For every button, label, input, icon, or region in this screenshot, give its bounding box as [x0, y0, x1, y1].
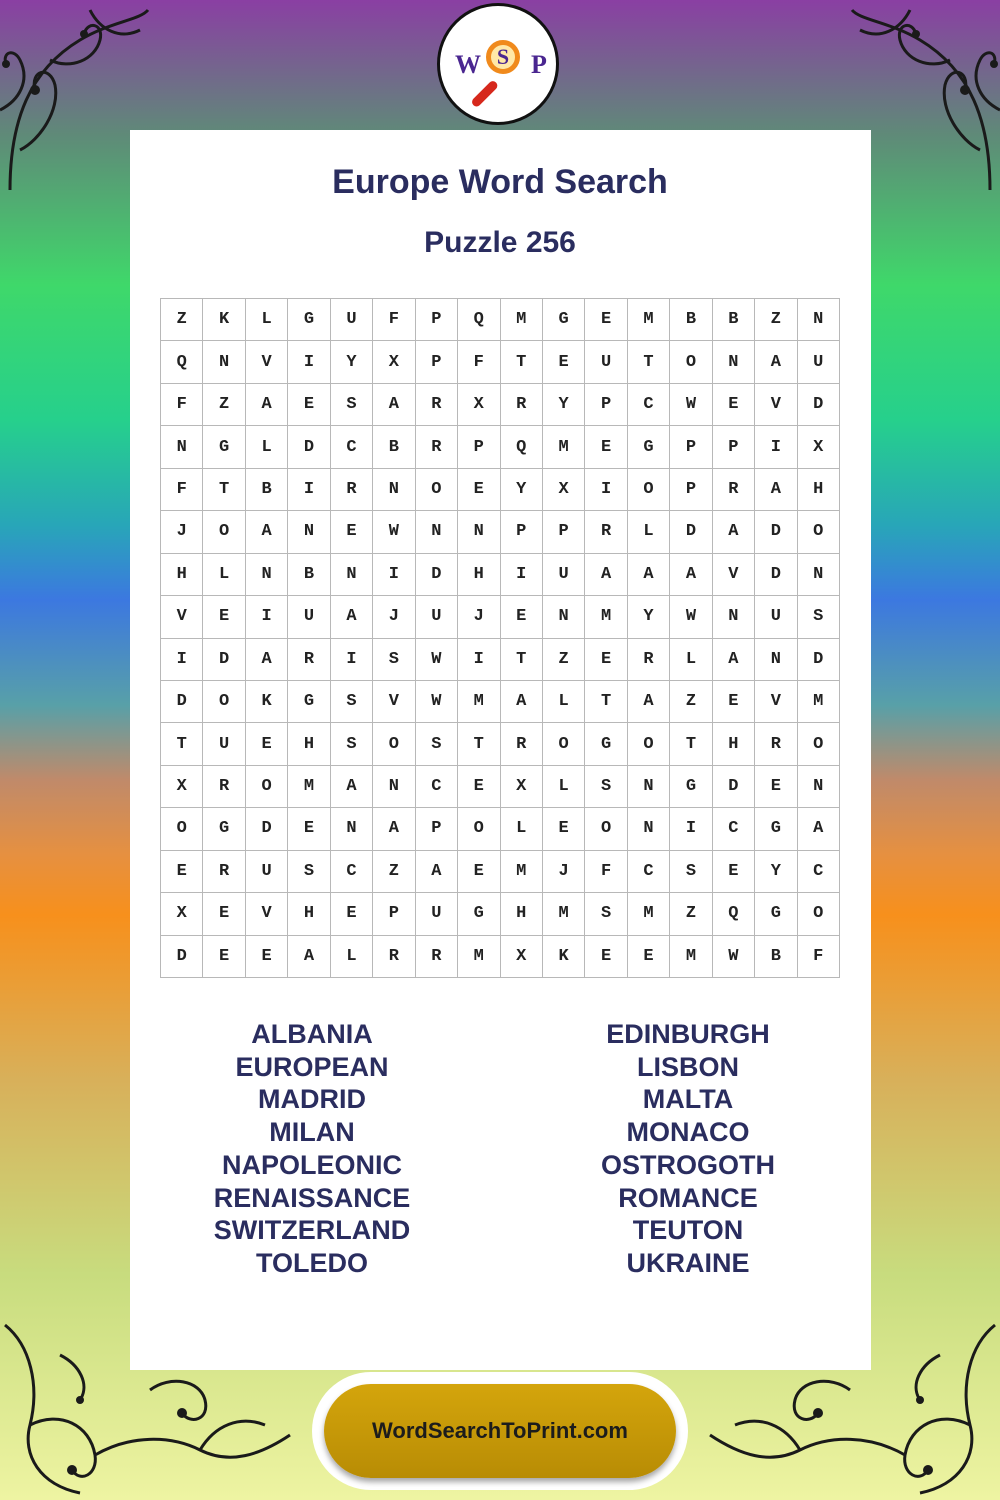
grid-cell: R	[288, 639, 330, 681]
word-list-item: MADRID	[258, 1084, 366, 1115]
grid-cell: I	[161, 639, 203, 681]
grid-cell: Z	[161, 299, 203, 341]
word-list-item: LISBON	[636, 1051, 739, 1082]
grid-cell: D	[798, 384, 840, 426]
grid-cell: Q	[161, 341, 203, 383]
grid-cell: I	[288, 341, 330, 383]
word-list-item: SWITZERLAND	[213, 1215, 411, 1246]
grid-cell: N	[246, 554, 288, 596]
grid-cell: H	[161, 554, 203, 596]
grid-cell: H	[458, 554, 500, 596]
grid-cell: J	[458, 596, 500, 638]
grid-cell: Z	[670, 893, 712, 935]
grid-cell: R	[501, 384, 543, 426]
logo-letter-s: S	[496, 44, 510, 69]
grid-cell: G	[288, 299, 330, 341]
grid-cell: E	[543, 341, 585, 383]
grid-cell: A	[246, 511, 288, 553]
grid-cell: C	[713, 808, 755, 850]
grid-cell: E	[458, 766, 500, 808]
grid-cell: L	[331, 936, 373, 978]
grid-cell: E	[755, 766, 797, 808]
grid-cell: N	[628, 808, 670, 850]
grid-cell: I	[373, 554, 415, 596]
grid-cell: P	[373, 893, 415, 935]
word-list-item: EUROPEAN	[235, 1051, 389, 1082]
grid-cell: A	[246, 384, 288, 426]
grid-cell: D	[755, 554, 797, 596]
grid-cell: R	[628, 639, 670, 681]
grid-cell: R	[585, 511, 627, 553]
grid-cell: E	[713, 851, 755, 893]
grid-cell: U	[543, 554, 585, 596]
grid-cell: O	[161, 808, 203, 850]
magnifier-handle-icon	[470, 79, 499, 108]
grid-cell: D	[755, 511, 797, 553]
grid-cell: E	[585, 426, 627, 468]
grid-cell: G	[755, 808, 797, 850]
grid-cell: R	[501, 723, 543, 765]
grid-cell: A	[670, 554, 712, 596]
grid-cell: E	[585, 639, 627, 681]
grid-cell: A	[755, 341, 797, 383]
grid-cell: O	[798, 893, 840, 935]
grid-cell: N	[458, 511, 500, 553]
grid-cell: S	[585, 893, 627, 935]
grid-cell: S	[331, 681, 373, 723]
grid-cell: Z	[670, 681, 712, 723]
grid-cell: T	[670, 723, 712, 765]
grid-cell: W	[713, 936, 755, 978]
word-list-item: MALTA	[642, 1084, 734, 1115]
grid-cell: H	[798, 469, 840, 511]
word-list-item: TEUTON	[632, 1215, 744, 1246]
grid-cell: D	[288, 426, 330, 468]
grid-cell: D	[416, 554, 458, 596]
grid-cell: A	[755, 469, 797, 511]
grid-cell: I	[670, 808, 712, 850]
grid-cell: A	[628, 681, 670, 723]
grid-cell: W	[416, 639, 458, 681]
grid-cell: L	[628, 511, 670, 553]
grid-cell: P	[713, 426, 755, 468]
grid-cell: A	[798, 808, 840, 850]
grid-cell: N	[798, 554, 840, 596]
grid-cell: L	[203, 554, 245, 596]
grid-cell: X	[161, 893, 203, 935]
grid-cell: T	[501, 341, 543, 383]
grid-cell: K	[543, 936, 585, 978]
grid-cell: E	[246, 723, 288, 765]
logo-letter-p: P	[531, 50, 547, 79]
grid-cell: A	[416, 851, 458, 893]
grid-cell: L	[246, 426, 288, 468]
grid-cell: M	[585, 596, 627, 638]
grid-cell: O	[203, 681, 245, 723]
grid-cell: H	[288, 723, 330, 765]
grid-cell: F	[373, 299, 415, 341]
grid-cell: M	[798, 681, 840, 723]
grid-cell: V	[246, 893, 288, 935]
grid-cell: W	[670, 384, 712, 426]
grid-cell: P	[416, 299, 458, 341]
grid-cell: Z	[755, 299, 797, 341]
magnifier-icon	[486, 40, 520, 74]
grid-cell: E	[628, 936, 670, 978]
grid-cell: S	[331, 384, 373, 426]
grid-cell: U	[416, 596, 458, 638]
grid-cell: I	[331, 639, 373, 681]
grid-cell: E	[713, 681, 755, 723]
grid-cell: S	[288, 851, 330, 893]
grid-cell: G	[458, 893, 500, 935]
grid-cell: S	[331, 723, 373, 765]
grid-cell: R	[331, 469, 373, 511]
grid-cell: P	[585, 384, 627, 426]
grid-cell: X	[501, 936, 543, 978]
grid-cell: R	[416, 426, 458, 468]
grid-cell: M	[543, 893, 585, 935]
grid-cell: V	[755, 384, 797, 426]
grid-cell: M	[458, 936, 500, 978]
grid-cell: B	[713, 299, 755, 341]
grid-cell: Z	[543, 639, 585, 681]
grid-cell: B	[288, 554, 330, 596]
grid-cell: R	[416, 384, 458, 426]
site-logo[interactable]	[437, 3, 559, 125]
grid-cell: B	[670, 299, 712, 341]
grid-cell: W	[416, 681, 458, 723]
grid-cell: M	[458, 681, 500, 723]
grid-cell: H	[288, 893, 330, 935]
grid-cell: Y	[755, 851, 797, 893]
grid-cell: R	[203, 766, 245, 808]
grid-cell: P	[543, 511, 585, 553]
grid-cell: W	[373, 511, 415, 553]
grid-cell: I	[755, 426, 797, 468]
grid-cell: X	[161, 766, 203, 808]
grid-cell: G	[288, 681, 330, 723]
grid-cell: G	[203, 808, 245, 850]
grid-cell: I	[501, 554, 543, 596]
grid-cell: L	[543, 681, 585, 723]
grid-cell: N	[203, 341, 245, 383]
grid-cell: A	[585, 554, 627, 596]
grid-cell: M	[501, 851, 543, 893]
grid-cell: F	[585, 851, 627, 893]
grid-cell: F	[161, 384, 203, 426]
grid-cell: L	[670, 639, 712, 681]
grid-cell: R	[373, 936, 415, 978]
grid-cell: C	[628, 384, 670, 426]
grid-cell: G	[203, 426, 245, 468]
word-list-item: EDINBURGH	[606, 1019, 770, 1049]
grid-cell: H	[501, 893, 543, 935]
grid-cell: E	[288, 808, 330, 850]
site-link-button[interactable]	[324, 1384, 676, 1478]
word-list-item: NAPOLEONIC	[221, 1149, 402, 1180]
grid-cell: E	[203, 936, 245, 978]
grid-cell: O	[628, 469, 670, 511]
word-list-item: MILAN	[269, 1117, 355, 1148]
grid-cell: O	[203, 511, 245, 553]
grid-cell: A	[373, 808, 415, 850]
grid-cell: N	[331, 554, 373, 596]
grid-cell: S	[798, 596, 840, 638]
grid-cell: N	[373, 766, 415, 808]
grid-cell: B	[246, 469, 288, 511]
grid-cell: D	[713, 766, 755, 808]
grid-cell: A	[628, 554, 670, 596]
grid-cell: O	[458, 808, 500, 850]
word-list-item: RENAISSANCE	[213, 1182, 411, 1213]
grid-cell: C	[628, 851, 670, 893]
grid-cell: R	[203, 851, 245, 893]
grid-cell: A	[501, 681, 543, 723]
grid-cell: O	[798, 723, 840, 765]
grid-cell: E	[288, 384, 330, 426]
grid-cell: A	[246, 639, 288, 681]
grid-cell: P	[458, 426, 500, 468]
grid-cell: E	[501, 596, 543, 638]
grid-cell: K	[246, 681, 288, 723]
grid-cell: G	[755, 893, 797, 935]
grid-cell: N	[798, 299, 840, 341]
grid-cell: N	[373, 469, 415, 511]
grid-cell: D	[246, 808, 288, 850]
grid-cell: E	[585, 299, 627, 341]
word-list-item: MONACO	[626, 1117, 750, 1148]
grid-cell: L	[246, 299, 288, 341]
grid-cell: P	[670, 469, 712, 511]
grid-cell: G	[628, 426, 670, 468]
grid-cell: Y	[331, 341, 373, 383]
grid-cell: X	[798, 426, 840, 468]
word-list-item: TOLEDO	[255, 1247, 368, 1278]
grid-cell: U	[288, 596, 330, 638]
grid-cell: T	[501, 639, 543, 681]
grid-cell: E	[203, 596, 245, 638]
grid-cell: C	[331, 426, 373, 468]
grid-cell: O	[246, 766, 288, 808]
grid-cell: C	[416, 766, 458, 808]
grid-cell: F	[798, 936, 840, 978]
grid-cell: U	[585, 341, 627, 383]
grid-cell: P	[501, 511, 543, 553]
grid-cell: D	[203, 639, 245, 681]
grid-cell: M	[628, 893, 670, 935]
grid-cell: N	[416, 511, 458, 553]
grid-cell: T	[458, 723, 500, 765]
grid-cell: U	[246, 851, 288, 893]
grid-cell: Q	[501, 426, 543, 468]
grid-cell: A	[288, 936, 330, 978]
word-list-item: OSTROGOTH	[601, 1149, 775, 1180]
grid-cell: R	[755, 723, 797, 765]
word-list-item: ROMANCE	[618, 1182, 758, 1213]
grid-cell: E	[161, 851, 203, 893]
grid-cell: C	[798, 851, 840, 893]
grid-cell: N	[331, 808, 373, 850]
grid-cell: N	[288, 511, 330, 553]
grid-cell: S	[373, 639, 415, 681]
grid-cell: R	[416, 936, 458, 978]
grid-cell: X	[373, 341, 415, 383]
grid-cell: Q	[713, 893, 755, 935]
grid-cell: Y	[543, 384, 585, 426]
grid-cell: N	[543, 596, 585, 638]
grid-cell: A	[331, 596, 373, 638]
grid-cell: E	[331, 893, 373, 935]
grid-cell: G	[543, 299, 585, 341]
word-list-right	[538, 1018, 838, 1280]
grid-cell: Q	[458, 299, 500, 341]
grid-cell: B	[373, 426, 415, 468]
grid-cell: L	[543, 766, 585, 808]
grid-cell: S	[670, 851, 712, 893]
grid-cell: M	[288, 766, 330, 808]
grid-cell: O	[373, 723, 415, 765]
grid-cell: T	[161, 723, 203, 765]
page-title: Europe Word Search	[332, 163, 668, 201]
grid-cell: N	[755, 639, 797, 681]
grid-cell: X	[458, 384, 500, 426]
grid-cell: A	[713, 511, 755, 553]
letter-grid	[160, 298, 840, 978]
grid-cell: V	[246, 341, 288, 383]
grid-cell: V	[373, 681, 415, 723]
grid-cell: X	[501, 766, 543, 808]
grid-cell: N	[798, 766, 840, 808]
grid-cell: P	[416, 341, 458, 383]
site-link-label: WordSearchToPrint.com	[372, 1418, 628, 1443]
grid-cell: U	[416, 893, 458, 935]
grid-cell: O	[543, 723, 585, 765]
grid-cell: E	[458, 469, 500, 511]
grid-cell: T	[628, 341, 670, 383]
grid-cell: I	[458, 639, 500, 681]
grid-cell: A	[713, 639, 755, 681]
grid-cell: E	[331, 511, 373, 553]
puzzle-number: Puzzle 256	[424, 226, 576, 259]
grid-cell: T	[585, 681, 627, 723]
grid-cell: F	[161, 469, 203, 511]
grid-cell: P	[416, 808, 458, 850]
grid-cell: S	[416, 723, 458, 765]
grid-cell: E	[246, 936, 288, 978]
grid-cell: D	[798, 639, 840, 681]
grid-cell: X	[543, 469, 585, 511]
word-list-item: ALBANIA	[251, 1019, 373, 1049]
grid-cell: V	[713, 554, 755, 596]
grid-cell: B	[755, 936, 797, 978]
grid-cell: O	[798, 511, 840, 553]
grid-cell: P	[670, 426, 712, 468]
grid-cell: V	[161, 596, 203, 638]
grid-cell: S	[585, 766, 627, 808]
grid-cell: J	[543, 851, 585, 893]
grid-cell: U	[203, 723, 245, 765]
grid-cell: G	[670, 766, 712, 808]
grid-cell: D	[161, 681, 203, 723]
grid-cell: K	[203, 299, 245, 341]
grid-cell: R	[713, 469, 755, 511]
grid-cell: O	[416, 469, 458, 511]
grid-cell: W	[670, 596, 712, 638]
grid-cell: L	[501, 808, 543, 850]
grid-cell: T	[203, 469, 245, 511]
grid-cell: O	[628, 723, 670, 765]
grid-cell: Y	[628, 596, 670, 638]
grid-cell: N	[161, 426, 203, 468]
grid-cell: D	[670, 511, 712, 553]
grid-cell: E	[203, 893, 245, 935]
grid-cell: M	[543, 426, 585, 468]
grid-cell: F	[458, 341, 500, 383]
grid-cell: U	[798, 341, 840, 383]
grid-cell: U	[755, 596, 797, 638]
grid-cell: N	[628, 766, 670, 808]
grid-cell: E	[543, 808, 585, 850]
grid-cell: I	[288, 469, 330, 511]
grid-cell: E	[585, 936, 627, 978]
grid-cell: Y	[501, 469, 543, 511]
grid-cell: E	[713, 384, 755, 426]
grid-cell: C	[331, 851, 373, 893]
grid-cell: N	[713, 596, 755, 638]
grid-cell: M	[670, 936, 712, 978]
grid-cell: O	[585, 808, 627, 850]
grid-cell: J	[161, 511, 203, 553]
logo-letter-w: W	[455, 50, 481, 79]
grid-cell: E	[458, 851, 500, 893]
grid-cell: U	[331, 299, 373, 341]
grid-cell: A	[373, 384, 415, 426]
grid-cell: V	[755, 681, 797, 723]
grid-cell: I	[585, 469, 627, 511]
grid-cell: Z	[373, 851, 415, 893]
grid-cell: J	[373, 596, 415, 638]
grid-cell: M	[628, 299, 670, 341]
grid-cell: M	[501, 299, 543, 341]
grid-cell: H	[713, 723, 755, 765]
word-list-left	[162, 1018, 462, 1280]
grid-cell: D	[161, 936, 203, 978]
grid-cell: I	[246, 596, 288, 638]
grid-cell: Z	[203, 384, 245, 426]
grid-cell: O	[670, 341, 712, 383]
grid-cell: N	[713, 341, 755, 383]
word-list-item: UKRAINE	[626, 1247, 750, 1278]
grid-cell: G	[585, 723, 627, 765]
grid-cell: A	[331, 766, 373, 808]
